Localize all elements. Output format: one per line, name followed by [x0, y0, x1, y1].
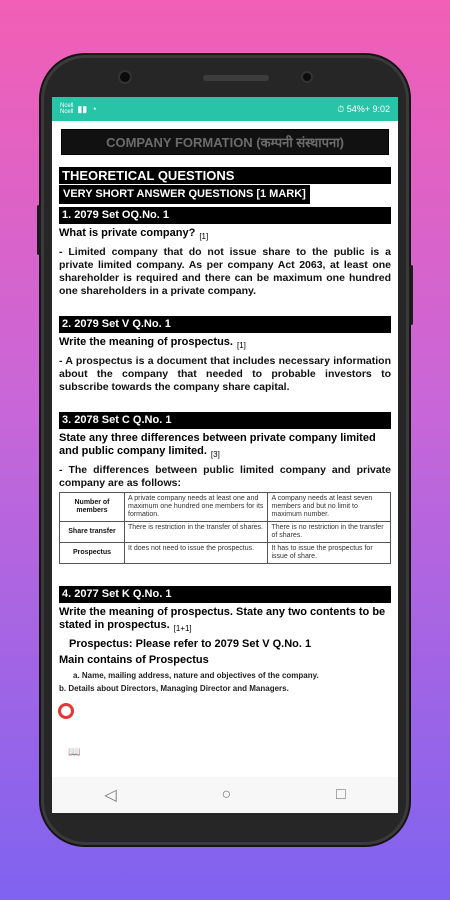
power-button: [409, 265, 413, 325]
recents-button[interactable]: □: [335, 786, 346, 803]
phone-camera-left: [120, 72, 130, 82]
table-row: Prospectus It does not need to issue the prospectus. It has to issue the prospectus for issue of share.: [60, 543, 391, 564]
phone-speaker: [203, 75, 269, 81]
table-row: Share transfer There is restriction in the transfer of shares. There is no restriction in the transfer of shares.: [60, 522, 391, 543]
question-text: State any three differences between private company limited and public company limited. $_{[3]}$: [59, 432, 376, 459]
question-text: Write the meaning of prospectus. $_{[1]}$: [59, 336, 246, 350]
content-line: a. Name, mailing address, nature and objectives of the company.: [73, 671, 319, 680]
table-row: Number of members A private company needs at least one and maximum one hundred one members for its formation. A company needs at least seven members and but no limit to maximum number.: [60, 493, 391, 522]
phone-camera-right: [303, 73, 311, 81]
navigation-bar: [52, 777, 398, 813]
content-line: b. Details about Directors, Managing Director and Managers.: [59, 684, 289, 693]
page-title: COMPANY FORMATION (कम्पनी संस्थापना): [61, 129, 389, 155]
signal-icon: ▮▮: [77, 103, 88, 114]
question-header: 2. 2079 Set V Q.No. 1: [59, 316, 391, 333]
comparison-table: [59, 492, 391, 564]
app-logo-icon[interactable]: [58, 703, 74, 719]
network-label: Ncell Ncell: [60, 103, 74, 115]
book-icon[interactable]: 📖: [68, 747, 81, 758]
phone-screen: [52, 97, 398, 813]
section-heading: THEORETICAL QUESTIONS: [59, 167, 391, 184]
subsection-heading: VERY SHORT ANSWER QUESTIONS [1 MARK]: [59, 185, 310, 204]
question-header: 1. 2079 Set OQ.No. 1: [59, 207, 391, 224]
document-content: [52, 121, 398, 693]
question-text: What is private company? $_{[1]}$: [59, 227, 209, 241]
question-header: 4. 2077 Set K Q.No. 1: [59, 586, 391, 603]
question-header: 3. 2078 Set C Q.No. 1: [59, 412, 391, 429]
answer-text: - A prospectus is a document that includes necessary information about the company that needed to probable investors to subscribe towards the company share capital.: [59, 355, 391, 393]
back-button[interactable]: ◁: [104, 787, 117, 804]
status-bar: [52, 97, 398, 121]
wifi-icon: ◔: [91, 104, 97, 114]
status-right: ⏱ 54%+ 9:02: [337, 103, 390, 114]
volume-button: [37, 205, 41, 255]
answer-text: - The differences between public limited company and private company are as follows:: [59, 464, 391, 489]
answer-text: Prospectus: Please refer to 2079 Set V Q.No. 1: [69, 638, 312, 650]
home-button[interactable]: ○: [221, 786, 232, 803]
answer-text: - Limited company that do not issue share to the public is a private limited company. As per company Act 2063, at least one shareholder is required and there can be maximum one hundred one shareholders in a private company.: [59, 246, 391, 297]
question-text: Write the meaning of prospectus. State any two contents to be stated in prospectus. $_{[1+1]}$: [59, 606, 386, 633]
contents-heading: Main contains of Prospectus: [59, 654, 209, 666]
